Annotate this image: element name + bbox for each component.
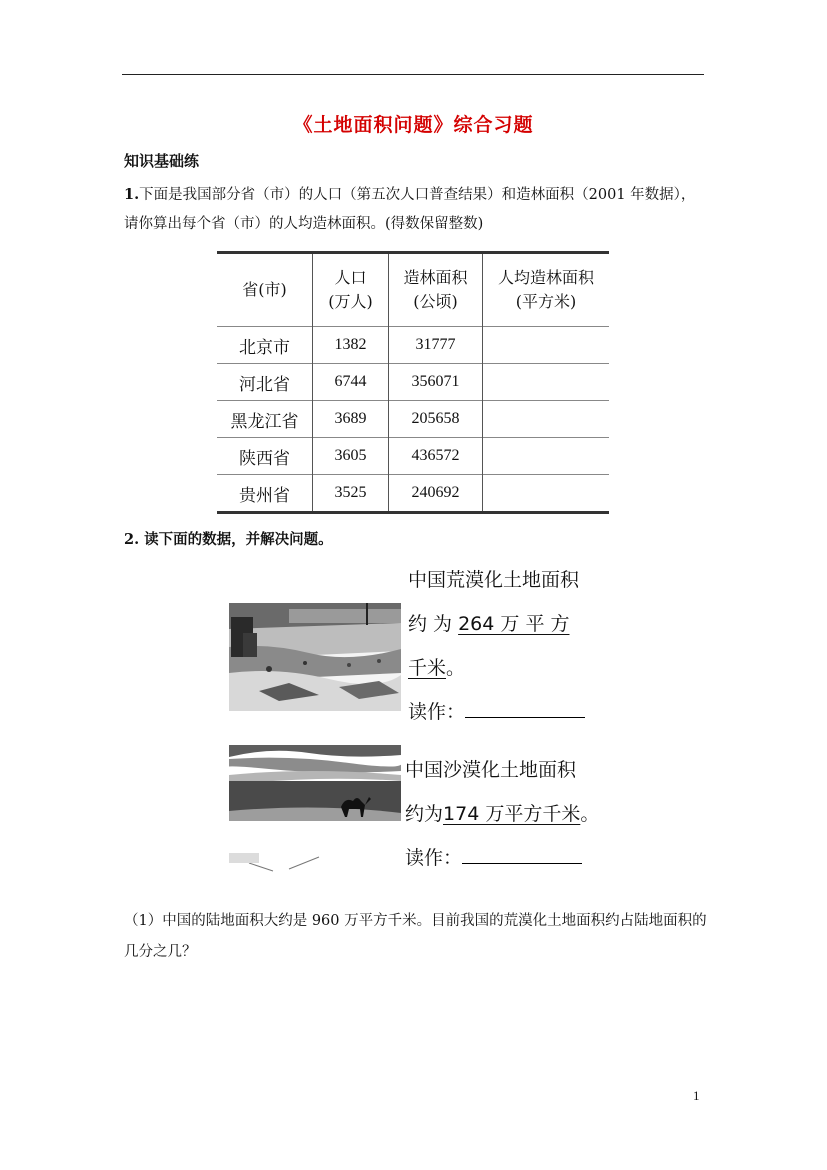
header-per-capita: 人均造林面积 (平方米) [483, 253, 610, 327]
cell-province: 陕西省 [217, 438, 313, 475]
table-row [217, 438, 609, 475]
cell-forest-area: 240692 [389, 475, 483, 513]
cell-forest-area: 205658 [389, 401, 483, 438]
table-row [217, 401, 609, 438]
cell-answer[interactable] [483, 438, 610, 475]
cell-population: 3689 [313, 401, 389, 438]
cell-province: 河北省 [217, 364, 313, 401]
cell-population: 3525 [313, 475, 389, 513]
desertified-land-photo [229, 603, 401, 711]
page-number: 1 [693, 1088, 700, 1103]
cell-population: 3605 [313, 438, 389, 475]
cell-forest-area: 356071 [389, 364, 483, 401]
question-1-text: 下面是我国部分省（市）的人口（第五次人口普查结果）和造林面积（2001 年数据），请你算出每个省（市）的人均造林面积。(得数保留整数) [124, 187, 696, 232]
cell-answer[interactable] [483, 401, 610, 438]
cell-forest-area: 436572 [389, 438, 483, 475]
table-row [217, 475, 609, 513]
page-title: 《土地面积问题》综合习题 [293, 114, 534, 136]
sandy-desert-photo [229, 745, 401, 877]
sub-question-1: （1）中国的陆地面积大约是 960 万平方千米。目前我国的荒漠化土地面积约占陆地面积的几分之几？ [124, 913, 707, 960]
header-rule [122, 74, 704, 75]
header-population: 人口 (万人) [313, 253, 389, 327]
cell-population: 6744 [313, 364, 389, 401]
cell-answer[interactable] [483, 475, 610, 513]
cell-forest-area: 31777 [389, 327, 483, 364]
sandification-value: 174 万平方千米 [443, 803, 581, 825]
sandification-caption: 中国沙漠化土地面积 约为174 万平方千米。 读作： [405, 759, 600, 869]
answer-blank[interactable] [465, 699, 585, 718]
table-header-row [217, 253, 609, 327]
header-forest-area: 造林面积 (公顷) [389, 253, 483, 327]
cell-province: 贵州省 [217, 475, 313, 513]
afforestation-table [217, 251, 609, 514]
table-row [217, 364, 609, 401]
question-2: 2. 读下面的数据，并解决问题。 [124, 531, 333, 548]
answer-blank[interactable] [462, 845, 582, 864]
desertification-caption: 中国荒漠化土地面积 约 为 264 万 平 方 千米。 读作： [408, 558, 608, 734]
cell-population: 1382 [313, 327, 389, 364]
section-heading: 知识基础练 [124, 152, 200, 170]
question-1 [124, 180, 709, 239]
cell-province: 北京市 [217, 327, 313, 364]
question-1-number: 1. [124, 186, 140, 203]
cell-answer[interactable] [483, 364, 610, 401]
table-row [217, 327, 609, 364]
header-province: 省(市) [242, 280, 287, 299]
desertification-value: 264 万 平 方 [458, 613, 570, 635]
cell-province: 黑龙江省 [217, 401, 313, 438]
cell-answer[interactable] [483, 327, 610, 364]
